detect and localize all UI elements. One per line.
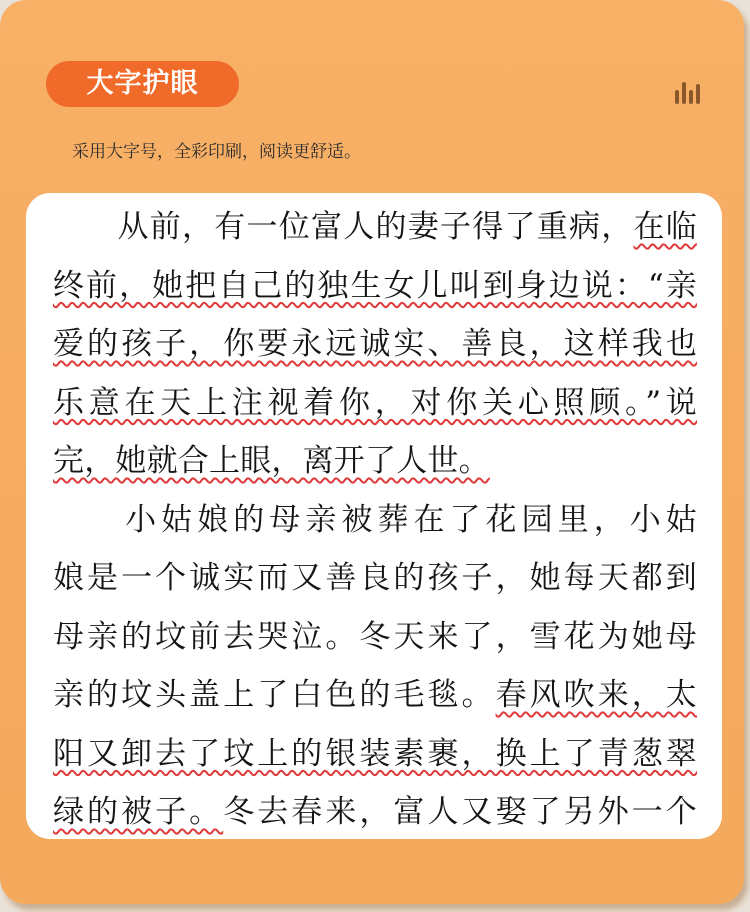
text-segment: 亲的坟头盖上了白色的毛毯。 — [53, 677, 496, 713]
text-segment: 冬去春来，富人又娶了另外一个 — [223, 794, 697, 830]
text-line: 完，她就合上眼，离开了人世。 — [53, 443, 490, 479]
underlined-segment: 在临 — [633, 209, 697, 245]
sound-bars-icon[interactable] — [675, 78, 701, 104]
text-line: 爱的孩子，你要永远诚实、善良，这样我也 — [53, 326, 697, 362]
underlined-segment: 绿的被子。 — [53, 794, 224, 830]
text-line — [53, 666, 697, 725]
feature-subtitle: 采用大字号，全彩印刷，阅读更舒适。 — [72, 142, 361, 162]
underlined-segment: 春风吹来，太 — [495, 677, 697, 713]
text-line — [53, 783, 697, 839]
text-line: 阳又卸去了坟上的银装素裹，换上了青葱翠 — [53, 735, 697, 772]
text-segment: 从前，有一位富人的妻子得了重病， — [53, 209, 634, 245]
text-line: 娘是一个诚实而又善良的孩子，她每天都到 — [53, 560, 697, 596]
feature-badge: 大字护眼 — [46, 61, 239, 107]
story-text — [53, 198, 697, 839]
text-line: 乐意在天上注视着你，对你关心照顾。”说 — [53, 384, 697, 421]
sample-page — [26, 193, 722, 839]
text-line: 小姑娘的母亲被葬在了花园里，小姑 — [53, 501, 697, 538]
text-line: 母亲的坟前去哭泣。冬天来了，雪花为她母 — [53, 618, 697, 655]
text-line: 终前，她把自己的独生女儿叫到身边说：“亲 — [53, 267, 697, 304]
text-line — [53, 198, 697, 257]
